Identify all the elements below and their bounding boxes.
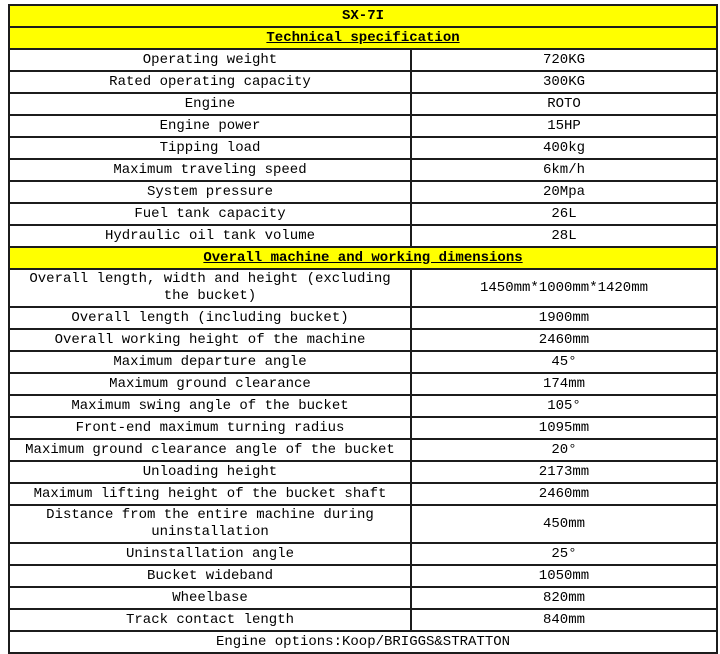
spec-row: [9, 93, 717, 115]
spec-row: [9, 203, 717, 225]
spec-value: 1050mm: [411, 565, 717, 587]
spec-label: Maximum traveling speed: [9, 159, 411, 181]
engine-options-note: Engine options:Koop/BRIGGS&STRATTON: [9, 631, 717, 653]
spec-label: Uninstallation angle: [9, 543, 411, 565]
spec-row: [9, 587, 717, 609]
spec-value: 28L: [411, 225, 717, 247]
spec-value: 450mm: [411, 505, 717, 543]
spec-label: Engine power: [9, 115, 411, 137]
section-header: Overall machine and working dimensions: [9, 247, 717, 269]
spec-row: [9, 137, 717, 159]
spec-row: [9, 417, 717, 439]
spec-label: Operating weight: [9, 49, 411, 71]
spec-row: [9, 439, 717, 461]
spec-row: [9, 609, 717, 631]
spec-value: 20°: [411, 439, 717, 461]
spec-label: Rated operating capacity: [9, 71, 411, 93]
spec-label: Maximum lifting height of the bucket shaft: [9, 483, 411, 505]
spec-table-body: [9, 5, 717, 653]
spec-value: 174mm: [411, 373, 717, 395]
spec-label: Fuel tank capacity: [9, 203, 411, 225]
spec-value: 6km/h: [411, 159, 717, 181]
spec-row: [9, 115, 717, 137]
spec-value: 26L: [411, 203, 717, 225]
spec-row: [9, 565, 717, 587]
spec-value: 400kg: [411, 137, 717, 159]
spec-value: 15HP: [411, 115, 717, 137]
spec-label: Tipping load: [9, 137, 411, 159]
spec-label: Distance from the entire machine during uninstallation: [9, 505, 411, 543]
footer-row: [9, 631, 717, 653]
spec-label: Wheelbase: [9, 587, 411, 609]
spec-label: Maximum ground clearance: [9, 373, 411, 395]
spec-row: [9, 395, 717, 417]
spec-row: [9, 483, 717, 505]
section-header-row: [9, 247, 717, 269]
spec-row: [9, 159, 717, 181]
spec-value: 25°: [411, 543, 717, 565]
section-header: Technical specification: [9, 27, 717, 49]
spec-label: Engine: [9, 93, 411, 115]
spec-label: Track contact length: [9, 609, 411, 631]
spec-label: Hydraulic oil tank volume: [9, 225, 411, 247]
spec-row: [9, 351, 717, 373]
spec-label: Unloading height: [9, 461, 411, 483]
spec-value: 1095mm: [411, 417, 717, 439]
spec-label: Maximum ground clearance angle of the bucket: [9, 439, 411, 461]
spec-label: Overall working height of the machine: [9, 329, 411, 351]
spec-value: 45°: [411, 351, 717, 373]
spec-value: 105°: [411, 395, 717, 417]
spec-row: [9, 225, 717, 247]
model-title-row: [9, 5, 717, 27]
spec-row: [9, 307, 717, 329]
spec-row: [9, 269, 717, 307]
spec-label: Overall length (including bucket): [9, 307, 411, 329]
spec-table: [8, 4, 718, 654]
spec-label: Front-end maximum turning radius: [9, 417, 411, 439]
spec-row: [9, 49, 717, 71]
model-title: SX-7I: [9, 5, 717, 27]
spec-row: [9, 461, 717, 483]
spec-row: [9, 505, 717, 543]
spec-value: 1450mm*1000mm*1420mm: [411, 269, 717, 307]
spec-label: Overall length, width and height (excluding the bucket): [9, 269, 411, 307]
section-header-row: [9, 27, 717, 49]
spec-label: Maximum departure angle: [9, 351, 411, 373]
spec-value: 2460mm: [411, 329, 717, 351]
spec-row: [9, 543, 717, 565]
spec-label: Maximum swing angle of the bucket: [9, 395, 411, 417]
spec-value: 2173mm: [411, 461, 717, 483]
spec-value: 300KG: [411, 71, 717, 93]
spec-row: [9, 181, 717, 203]
spec-value: 720KG: [411, 49, 717, 71]
spec-value: 820mm: [411, 587, 717, 609]
spec-value: 20Mpa: [411, 181, 717, 203]
spec-value: ROTO: [411, 93, 717, 115]
spec-value: 1900mm: [411, 307, 717, 329]
spec-label: Bucket wideband: [9, 565, 411, 587]
spec-row: [9, 71, 717, 93]
spec-value: 840mm: [411, 609, 717, 631]
spec-row: [9, 373, 717, 395]
spec-label: System pressure: [9, 181, 411, 203]
spec-value: 2460mm: [411, 483, 717, 505]
spec-row: [9, 329, 717, 351]
